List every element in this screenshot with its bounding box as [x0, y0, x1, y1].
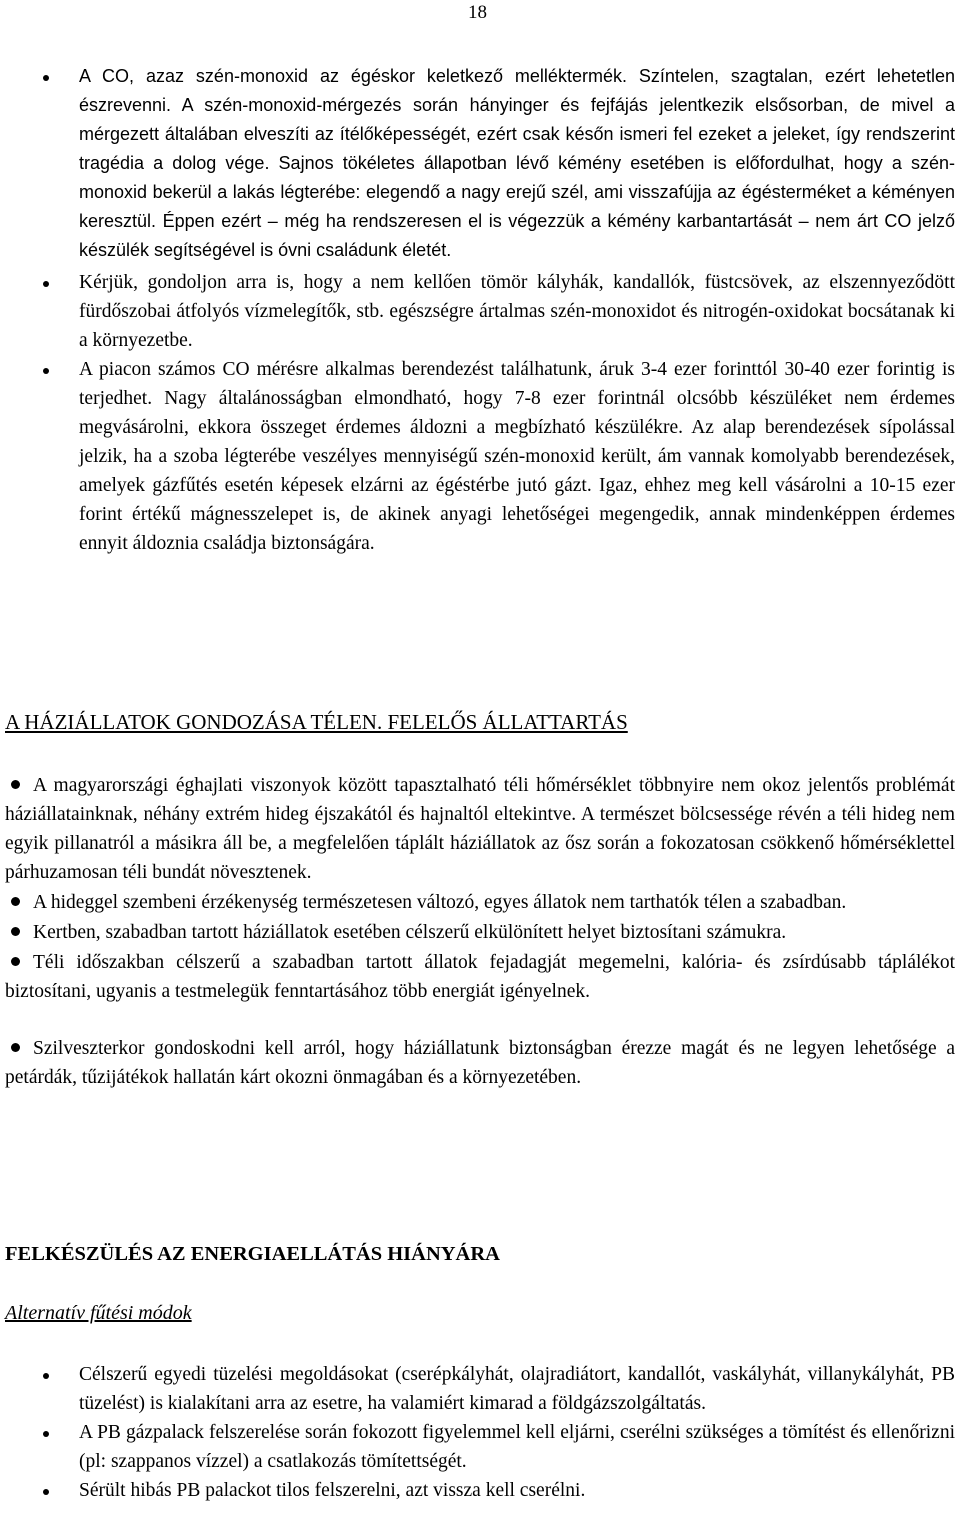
list-item-text: A piacon számos CO mérésre alkalmas berendezést találhatunk, áruk 3-4 ezer forinttól 30-40 ezer forintig is terjedhet. Nagy általánosságban elmondható, hogy 7-8 ezer forintnál olcsóbb készüléket nem érdemes megvásárolni, ekkora összeget érdemes áldozni a megbízható készülékre. Az alap berendezések sípolással jelzik, ha a szoba légterébe veszélyes mennyiségű szén-monoxid került, ám vannak komolyabb berendezések, amelyek gázfűtés esetén képesek elzárni az égéstérbe jutó gázt. Igaz, ehhez meg kell vásárolni a 10-15 ezer forint értékű mágnesszelepet is, de akinek anyagi lehetőségei megengedik, annak mindenképpen érdemes ennyit áldoznia családja biztonságára. — [79, 359, 955, 554]
bullet-icon — [11, 897, 20, 906]
list-item-text: Célszerű egyedi tüzelési megoldásokat (cserépkályhát, olajradiátort, kandallót, vaskályhát, villanykályhát, PB tüzelést) is kialakítani arra az esetre, ha valamiért kimarad a földgázszolgáltatás. — [79, 1364, 955, 1414]
list-item — [0, 62, 960, 265]
bullet-icon — [11, 927, 20, 936]
bullet-icon — [11, 957, 20, 966]
list-item-text: Kertben, szabadban tartott háziállatok esetében célszerű elkülönített helyet biztosítani számukra. — [33, 922, 787, 943]
energy-heading: FELKÉSZÜLÉS AZ ENERGIAELLÁTÁS HIÁNYÁRA — [5, 1243, 500, 1265]
bullet-icon — [11, 1043, 20, 1052]
pets-bullet-list — [0, 771, 960, 1092]
bullet-icon — [43, 281, 49, 287]
list-item — [0, 1418, 960, 1476]
list-item-text: A hideggel szembeni érzékenység természetesen változó, egyes állatok nem tarthatók télen a szabadban. — [33, 892, 847, 913]
co-section — [0, 62, 960, 558]
bullet-icon — [43, 1431, 49, 1437]
list-item — [0, 268, 960, 355]
list-item-text: Kérjük, gondoljon arra is, hogy a nem kellően tömör kályhák, kandallók, füstcsövek, az elszennyeződött fürdőszobai átfolyós vízmelegítők, stb. egészségre ártalmas szén-monoxidot és nitrogén-oxidokat bocsátanak ki a környezetbe. — [79, 272, 955, 351]
list-item-text: Sérült hibás PB palackot tilos felszerelni, azt vissza kell cserélni. — [79, 1480, 586, 1501]
pets-section — [0, 771, 960, 1092]
list-item — [0, 948, 960, 1006]
bullet-icon — [43, 368, 49, 374]
bullet-icon — [43, 1489, 49, 1495]
list-item — [0, 771, 960, 887]
list-item — [0, 355, 960, 558]
bullet-icon — [43, 75, 49, 81]
pets-heading: A HÁZIÁLLATOK GONDOZÁSA TÉLEN. FELELŐS ÁLLATTARTÁS — [5, 710, 628, 734]
energy-bullet-list — [0, 1360, 960, 1505]
list-item — [0, 1476, 960, 1505]
list-item — [0, 1034, 960, 1092]
bullet-icon — [11, 780, 20, 789]
list-item-text: A CO, azaz szén-monoxid az égéskor keletkező melléktermék. Színtelen, szagtalan, ezért lehetetlen észrevenni. A szén-monoxid-mérgezés során hányinger és fejfájás jelentkezik elsősorban, de mivel a mérgezett általában elveszíti az ítélőképességét, ezért csak későn ismeri fel ezeket a jeleket, így rendszerint tragédia a dolog vége. Sajnos tökéletes állapotban lévő kémény esetében is előfordulhat, hogy a szén-monoxid bekerül a lakás légterébe: elegendő a nagy erejű szél, ami visszafújja az égésterméket a kéményen keresztül. Éppen ezért – még ha rendszeresen el is végezzük a kémény karbantartását – nem árt CO jelző készülék segítségével is óvni családunk életét. — [79, 66, 955, 260]
list-item-text: A magyarországi éghajlati viszonyok között tapasztalható téli hőmérséklet többnyire nem okoz jelentős problémát háziállatainknak, néhány extrém hideg éjszakától és hajnaltól eltekintve. A természet bölcsessége révén a téli hideg nem egyik pillanatról a másikra áll be, a megfelelően táplált háziállatok az ősz során a fokozatosan csökkenő hőmérséklettel párhuzamosan téli bundát növesztenek. — [5, 775, 955, 883]
list-item-text: Téli időszakban célszerű a szabadban tartott állatok fejadagját megemelni, kalória- és zsírdúsabb táplálékot biztosítani, ugyanis a testmelegük fenntartásához több energiát igényelnek. — [5, 952, 955, 1002]
list-item-text: A PB gázpalack felszerelése során fokozott figyelemmel kell eljárni, cserélni szükséges a tömítést és ellenőrizni (pl: szappanos vízzel) a csatlakozás tömítettségét. — [79, 1422, 955, 1472]
page-number: 18 — [468, 2, 487, 23]
bullet-icon — [43, 1373, 49, 1379]
energy-section — [0, 1360, 960, 1505]
list-item — [0, 1360, 960, 1418]
co-bullet-list — [0, 62, 960, 558]
energy-subheading: Alternatív fűtési módok — [5, 1302, 192, 1324]
list-item — [0, 918, 960, 947]
list-item-text: Szilveszterkor gondoskodni kell arról, hogy háziállatunk biztonságban érezze magát és ne legyen lehetősége a petárdák, tűzijátékok hallatán kárt okozni önmagában és a környezetében. — [5, 1038, 955, 1088]
list-item — [0, 888, 960, 917]
